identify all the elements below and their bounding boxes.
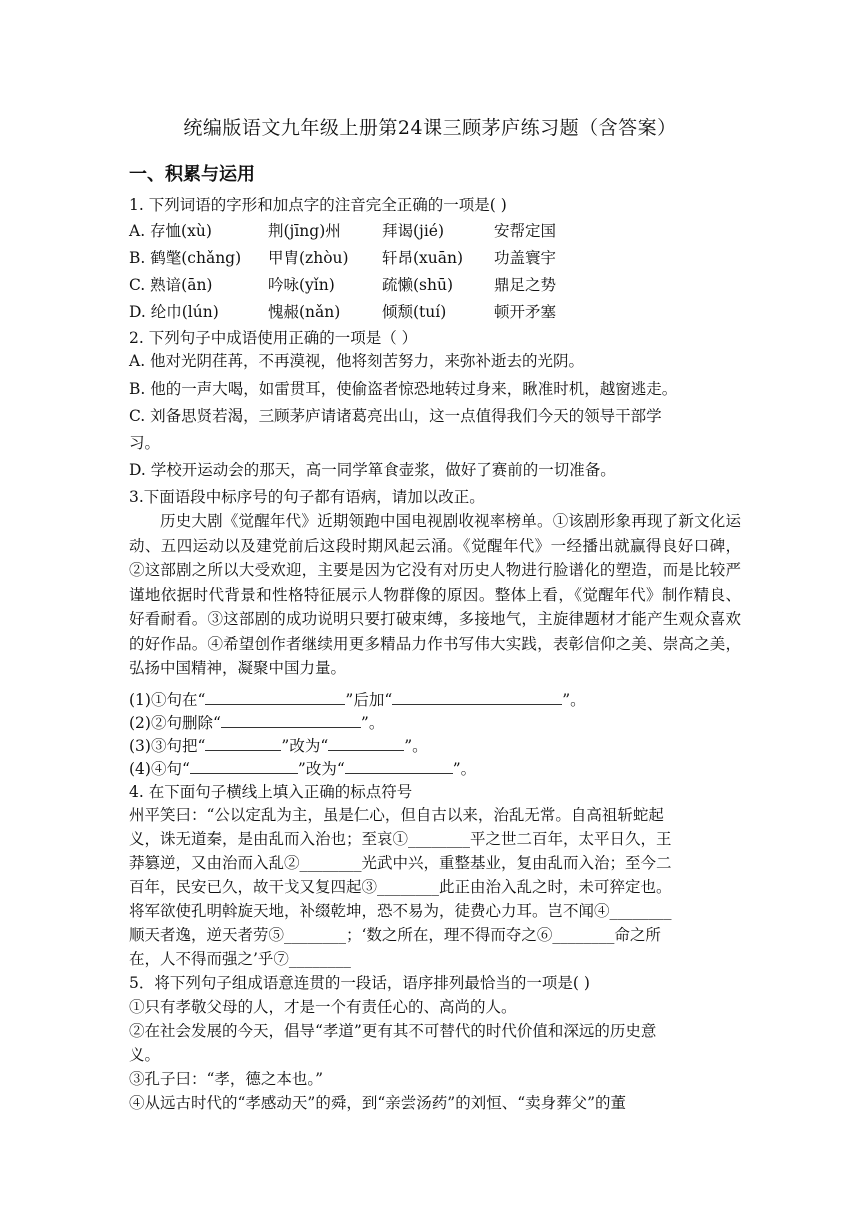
q2-option-a: A. 他对光阴荏苒，不再漠视，他将刻苦努力，来弥补逝去的光阴。 [129,352,585,370]
q1-option-b-3: 轩昂(xuān) [382,249,464,267]
q3-answer-2 [129,712,384,734]
q3-answer-3-mid: ”改为“ [281,737,329,755]
q3-answer-1-blank-a[interactable] [205,690,345,705]
q3-answer-1 [129,689,586,711]
q3-answer-1-mid: ”后加“ [345,691,393,709]
q1-option-a-2: 荆(jīng)州 [268,222,341,240]
q5-sentence-3: ③孔子曰：“孝，德之本也。” [129,1070,324,1088]
q3-answer-4-blank-b[interactable] [345,759,453,774]
q4-text-line2: 义，诛无道秦，是由乱而入治也；至哀①________平之世二百年，太平日久，王 [129,830,672,848]
q5-sentence-1: ①只有孝敬父母的人，才是一个有责任心的、高尚的人。 [129,998,517,1016]
q4-stem: 4. 在下面句子横线上填入正确的标点符号 [129,783,413,801]
q1-option-c-1: C. 熟谙(ān) [129,276,213,294]
q3-answer-4-blank-a[interactable] [190,759,298,774]
q3-answer-1-blank-b[interactable] [392,690,562,705]
q1-stem: 1. 下列词语的字形和加点字的注音完全正确的一项是( ) [129,196,507,214]
q2-option-c-line1: C. 刘备思贤若渴，三顾茅庐请诸葛亮出山，这一点值得我们今天的领导干部学 [129,407,662,425]
q1-option-c-2: 吟咏(yǐn) [268,276,335,294]
q1-option-a-1: A. 存恤(xù) [129,222,212,240]
q3-answer-3-blank-a[interactable] [205,736,281,751]
q4-text-line3: 莽篡逆，又由治而入乱②________光武中兴，重整基业，复由乱而入治；至今二 [129,854,672,872]
q3-answer-4 [129,758,476,780]
q3-answer-2-prefix: (2)②句删除“ [129,714,221,732]
q3-passage: 历史大剧《觉醒年代》近期领跑中国电视剧收视率榜单。①该剧形象再现了新文化运动、五四运动以及建党前后这段时期风起云涌。《觉醒年代》一经播出就赢得良好口碑，②这部剧之所以大受欢迎，主要是因为它没有对历史人物进行脸谱化的塑造，而是比较严谨地依据时代背景和性格特征展示人物群像的原因。整体上看，《觉醒年代》制作精良、好看耐看。③这部剧的成功说明只要打破束缚，多接地气，主旋律题材才能产生观众喜欢的好作品。④希望创作者继续用更多精品力作书写伟大实践，表彰信仰之美、崇高之美，弘扬中国精神，凝聚中国力量。 [129,512,741,677]
q1-option-d-4: 顿开矛塞 [494,303,557,321]
q5-sentence-2-line2: 义。 [129,1046,161,1064]
q1-option-b-4: 功盖寰宇 [494,249,557,267]
q3-answer-4-end: ”。 [452,760,477,778]
q1-option-d-3: 倾颓(tuí) [382,303,447,321]
q3-answer-4-mid: ”改为“ [297,760,345,778]
q3-answer-3-prefix: (3)③句把“ [129,737,206,755]
q3-stem: 3.下面语段中标序号的句子都有语病，请加以改正。 [129,488,485,506]
q5-sentence-4: ④从远古时代的“孝感动天”的舜，到“亲尝汤药”的刘恒、“卖身葬父”的董 [129,1094,627,1112]
q1-option-d-2: 愧赧(nǎn) [268,303,341,321]
q4-text-line1: 州平笑曰：“公以定乱为主，虽是仁心，但自古以来，治乱无常。自高祖斩蛇起 [129,806,664,824]
q4-text-line5: 将军欲使孔明斡旋天地，补缀乾坤，恐不易为，徒费心力耳。岂不闻④________ [129,902,672,920]
q3-answer-3-end: ”。 [404,737,428,755]
q4-text-line4: 百年，民安已久，故干戈又复四起③________此正由治入乱之时，未可猝定也。 [129,878,672,896]
q1-option-b-2: 甲胄(zhòu) [268,249,349,267]
q2-option-d: D. 学校开运动会的那天，高一同学箪食壶浆，做好了赛前的一切准备。 [129,461,616,479]
q3-answer-2-blank[interactable] [221,713,361,728]
q2-option-b: B. 他的一声大喝，如雷贯耳，使偷盗者惊恐地转过身来，瞅准时机，越窗逃走。 [129,380,678,398]
q3-answer-3 [129,735,428,757]
q3-answer-3-blank-b[interactable] [328,736,404,751]
q5-stem: 5．将下列句子组成语意连贯的一段话，语序排列最恰当的一项是( ) [129,974,590,992]
q3-answer-1-end: ”。 [562,691,586,709]
q1-option-c-4: 鼎足之势 [494,276,557,294]
document-title: 统编版语文九年级上册第24课三顾茅庐练习题（含答案） [183,117,677,139]
q5-sentence-2-line1: ②在社会发展的今天，倡导“孝道”更有其不可替代的时代价值和深远的历史意 [129,1022,657,1040]
q2-option-c-line2: 习。 [129,434,161,452]
section-heading: 一、积累与运用 [129,164,255,185]
q3-answer-1-prefix: (1)①句在“ [129,691,206,709]
q1-option-c-3: 疏懒(shū) [382,276,454,294]
q3-answer-4-prefix: (4)④句“ [129,760,190,778]
q1-option-b-1: B. 鹤氅(chǎng) [129,249,242,267]
q4-text-line7: 在，人不得而强之’乎⑦________ [129,950,351,968]
q2-stem: 2. 下列句子中成语使用正确的一项是（ ） [129,329,418,347]
q3-answer-2-end: ”。 [360,714,385,732]
q4-text-line6: 顺天者逸，逆天者劳⑤________；‘数之所在，理不得而夺之⑥________命之所 [129,926,661,944]
q1-option-d-1: D. 纶巾(lún) [129,303,219,321]
q1-option-a-4: 安帮定国 [494,222,557,240]
q1-option-a-3: 拜谒(jié) [382,222,445,240]
